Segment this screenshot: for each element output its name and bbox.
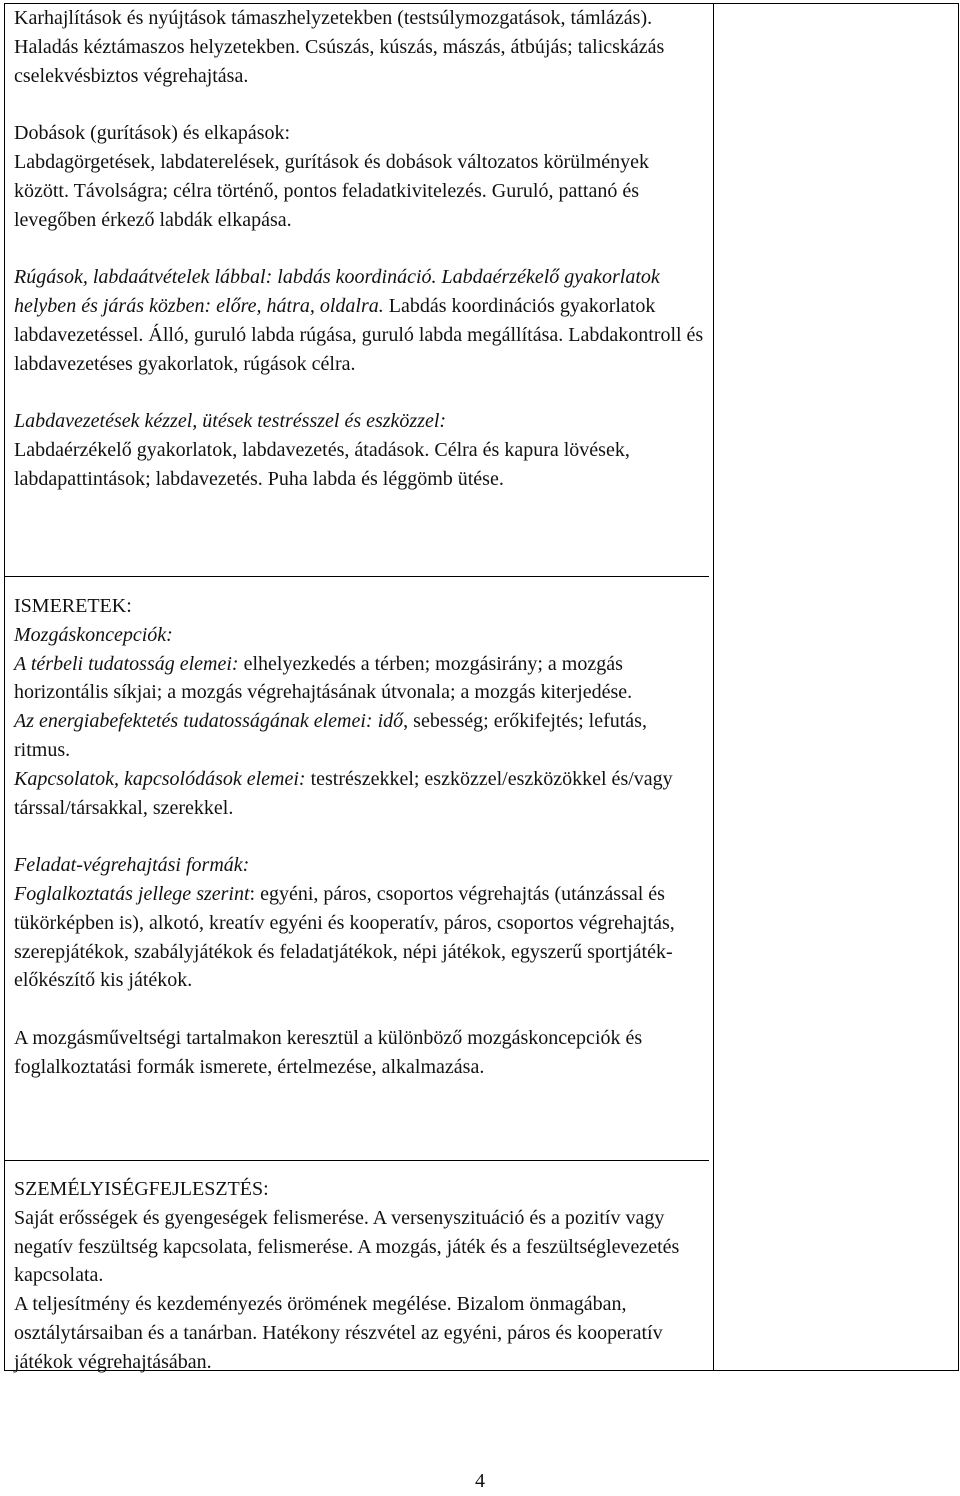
spatial-awareness-text: elhelyezkedés a térben; mozgásirány; a mozgás horizontális síkjai; a mozgás végrehajtásának útvonala; a mozgás kiterjedése. <box>14 652 633 704</box>
task-forms-item <box>14 880 704 995</box>
relations-text: testrészekkel; eszközzel/eszközökkel és/vagy társsal/társakkal, szerekkel. <box>14 767 673 819</box>
row-divider <box>5 576 709 577</box>
personality-paragraph-1: Saját erősségek és gyengeségek felismerése. A versenyszituáció és a pozitív vagy negatív feszültség kapcsolata, felismerése. A mozgás, játék és a feszültséglevezetés kapcsolata. <box>14 1206 680 1287</box>
dribbling-heading: Labdavezetések kézzel, ütések testrésszel és eszközzel: <box>14 410 447 433</box>
content-table <box>4 3 959 1371</box>
dribbling-text: Labdaérzékelő gyakorlatok, labdavezetés, átadások. Célra és kapura lövések, labdapattintások; labdavezetés. Puha labda és léggömb ütése. <box>14 438 630 490</box>
spatial-awareness-item <box>14 650 704 708</box>
page-number: 4 <box>475 1470 485 1492</box>
paragraph-throws-catches <box>14 119 704 234</box>
paragraph-kicks <box>14 263 704 378</box>
closing-paragraph: A mozgásműveltségi tartalmakon keresztül a különböző mozgáskoncepciók és foglalkoztatási formák ismerete, értelmezése, alkalmazása. <box>14 1026 643 1078</box>
task-forms-label: Foglalkoztatás jellege szerint <box>14 882 250 905</box>
column-divider <box>713 4 714 1370</box>
cell-personality-development <box>14 1175 704 1377</box>
energy-awareness-text: , sebesség; erőkifejtés; lefutás, ritmus. <box>14 710 647 761</box>
kicks-text: Labdás koordinációs gyakorlatok labdavezetéssel. Álló, guruló labda rúgása, guruló labda megállítása. Labdakontroll és labdavezetéses gyakorlatok, rúgások célra. <box>14 294 704 375</box>
relations-item <box>14 765 704 823</box>
paragraph-dribbling <box>14 407 704 493</box>
throws-text: Labdagörgetések, labdaterelések, gurítások és dobások változatos körülmények között. Távolságra; célra történő, pontos feladatkivitelezés. Guruló, pattanó és levegőben érkező labdák elkapása. <box>14 150 649 231</box>
personality-heading: SZEMÉLYISÉGFEJLESZTÉS: <box>14 1178 269 1200</box>
kicks-heading: Rúgások, labdaátvételek lábbal: labdás koordináció. Labdaérzékelő gyakorlatok helyben és járás közben: előre, hátra, oldalra. <box>14 266 660 317</box>
cell-knowledge <box>14 592 704 1082</box>
movement-concepts-heading: Mozgáskoncepciók: <box>14 623 173 646</box>
spatial-awareness-label: A térbeli tudatosság elemei: <box>14 652 239 675</box>
energy-awareness-item <box>14 707 704 765</box>
knowledge-heading: ISMERETEK: <box>14 595 132 617</box>
row-divider <box>5 1160 709 1161</box>
task-forms-text: : egyéni, páros, csoportos végrehajtás (utánzással és tükörképben is), alkotó, kreatív egyéni és kooperatív, páros, csoportos végrehajtás, szerepjátékok, szabályjátékok és feladatjátékok, népi játékok, egyszerű sportjáték-előkészítő kis játékok. <box>14 882 675 992</box>
cell-motor-activities <box>14 4 704 494</box>
relations-label: Kapcsolatok, kapcsolódások elemei: <box>14 767 306 790</box>
task-forms-heading: Feladat-végrehajtási formák: <box>14 854 250 877</box>
paragraph-support-positions: Karhajlítások és nyújtások támaszhelyzetekben (testsúlymozgatások, támlázás). Haladás kéztámaszos helyzetekben. Csúszás, kúszás, mászás, átbújás; talicskázás cselekvésbiztos végrehajtása. <box>14 7 665 87</box>
energy-awareness-label: Az energiabefektetés tudatosságának elemei: idő <box>14 710 404 733</box>
personality-paragraph-2: A teljesítmény és kezdeményezés örömének megélése. Bizalom önmagában, osztálytársaiban és a tanárban. Hatékony részvétel az egyéni, páros és kooperatív játékok végrehajtásában. <box>14 1293 663 1373</box>
throws-heading: Dobások (gurítások) és elkapások: <box>14 122 291 145</box>
